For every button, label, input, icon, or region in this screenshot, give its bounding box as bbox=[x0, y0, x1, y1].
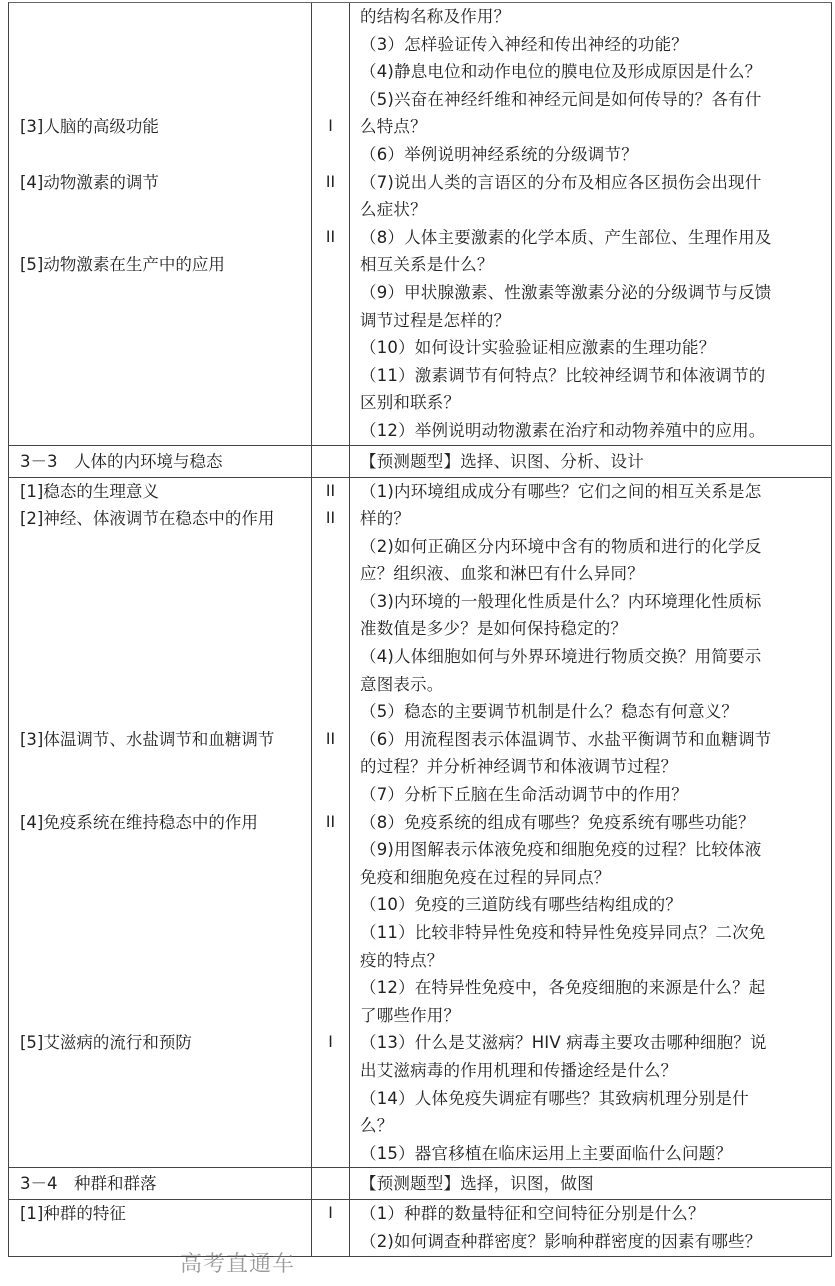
requirement-level: I bbox=[312, 113, 350, 141]
requirement-level: II bbox=[312, 478, 350, 506]
review-question: （3)内环境的一般理化性质是什么？内环境理化性质标 bbox=[360, 591, 762, 611]
knowledge-point: [5]艾滋病的流行和预防 bbox=[9, 1029, 312, 1057]
section-header-row bbox=[9, 1168, 831, 1200]
watermark: 高考直通车 bbox=[180, 1252, 296, 1277]
table-line bbox=[9, 389, 831, 417]
review-question: （11）激素调节有何特点？比较神经调节和体液调节的 bbox=[360, 365, 766, 385]
table-line bbox=[9, 334, 831, 362]
table-line bbox=[9, 1029, 831, 1057]
requirement-level bbox=[312, 698, 350, 726]
review-question: （2)如何正确区分内环境中含有的物质和进行的化学反 bbox=[360, 536, 762, 556]
review-question: 么？ bbox=[360, 1116, 394, 1136]
knowledge-point bbox=[9, 947, 312, 975]
review-question: （7）分析下丘脑在生命活动调节中的作用？ bbox=[360, 785, 688, 805]
knowledge-point: [1]种群的特征 bbox=[9, 1200, 312, 1228]
review-question: （1)内环境组成成分有哪些？它们之间的相互关系是怎 bbox=[360, 481, 762, 501]
knowledge-point bbox=[9, 58, 312, 86]
requirement-level bbox=[312, 389, 350, 417]
table-line bbox=[9, 891, 831, 919]
table-line bbox=[9, 698, 831, 726]
knowledge-point bbox=[9, 1140, 312, 1168]
table-row bbox=[9, 3, 831, 446]
review-question: （5)兴奋在神经纤维和神经元间是如何传导的？各有什 bbox=[360, 89, 762, 109]
knowledge-point bbox=[9, 86, 312, 114]
knowledge-point bbox=[9, 615, 312, 643]
table-line bbox=[9, 113, 831, 141]
review-question: 么症状？ bbox=[360, 200, 427, 220]
section-title: 3－3 人体的内环境与稳态 bbox=[9, 446, 312, 477]
knowledge-point bbox=[9, 279, 312, 307]
predicted-question-types: 【预测题型】选择，识图，做图 bbox=[360, 1174, 594, 1194]
knowledge-point bbox=[9, 362, 312, 390]
table-line bbox=[9, 31, 831, 59]
requirement-level bbox=[312, 891, 350, 919]
knowledge-point: [1]稳态的生理意义 bbox=[9, 478, 312, 506]
review-question: （1）种群的数量特征和空间特征分别是什么？ bbox=[360, 1204, 705, 1224]
table-line bbox=[9, 478, 831, 506]
requirement-level bbox=[312, 1085, 350, 1113]
table-line bbox=[9, 505, 831, 533]
requirement-level bbox=[312, 1168, 350, 1199]
review-question: 意图表示。 bbox=[360, 674, 444, 694]
knowledge-point: [4]免疫系统在维持稳态中的作用 bbox=[9, 809, 312, 837]
table-line bbox=[9, 864, 831, 892]
requirement-level bbox=[312, 58, 350, 86]
table-line bbox=[9, 781, 831, 809]
requirement-level: I bbox=[312, 1029, 350, 1057]
knowledge-point: [2]神经、体液调节在稳态中的作用 bbox=[9, 505, 312, 533]
table-line bbox=[9, 643, 831, 671]
requirement-level bbox=[312, 643, 350, 671]
requirement-level bbox=[312, 533, 350, 561]
requirement-level: I bbox=[312, 1200, 350, 1228]
requirement-level bbox=[312, 86, 350, 114]
knowledge-point bbox=[9, 671, 312, 699]
review-question: （14）人体免疫失调症有哪些？其致病机理分别是什 bbox=[360, 1088, 749, 1108]
knowledge-point bbox=[9, 974, 312, 1002]
requirement-level bbox=[312, 1002, 350, 1030]
table-line bbox=[9, 169, 831, 197]
review-question: （10）如何设计实验验证相应激素的生理功能？ bbox=[360, 338, 716, 358]
review-question: 区别和联系？ bbox=[360, 393, 461, 413]
requirement-level bbox=[312, 141, 350, 169]
requirement-level bbox=[312, 334, 350, 362]
table-line bbox=[9, 974, 831, 1002]
review-question: （2)如何调查种群密度？影响种群密度的因素有哪些？ bbox=[360, 1231, 762, 1251]
table-row bbox=[9, 1200, 831, 1255]
table-line bbox=[9, 533, 831, 561]
requirement-level bbox=[312, 31, 350, 59]
knowledge-point bbox=[9, 307, 312, 335]
review-question: （3）怎样验证传入神经和传出神经的功能？ bbox=[360, 34, 688, 54]
table-line bbox=[9, 307, 831, 335]
requirement-level: II bbox=[312, 505, 350, 533]
table-line bbox=[9, 1002, 831, 1030]
review-question: 相互关系是什么？ bbox=[360, 255, 494, 275]
table-line bbox=[9, 809, 831, 837]
review-question: 的结构名称及作用？ bbox=[360, 7, 511, 26]
table-line bbox=[9, 224, 831, 252]
knowledge-point bbox=[9, 864, 312, 892]
knowledge-point bbox=[9, 196, 312, 224]
knowledge-point bbox=[9, 334, 312, 362]
knowledge-point bbox=[9, 560, 312, 588]
review-question: 调节过程是怎样的？ bbox=[360, 310, 511, 330]
table-line bbox=[9, 1085, 831, 1113]
table-line bbox=[9, 753, 831, 781]
review-question: （9）甲状腺激素、性激素等激素分泌的分级调节与反馈 bbox=[360, 282, 772, 302]
requirement-level bbox=[312, 3, 350, 31]
requirement-level bbox=[312, 615, 350, 643]
requirement-level bbox=[312, 1112, 350, 1140]
review-question: （13）什么是艾滋病？HIV 病毒主要攻击哪种细胞？说 bbox=[360, 1033, 767, 1053]
predicted-question-types: 【预测题型】选择、识图、分析、设计 bbox=[360, 451, 644, 471]
review-question: （5）稳态的主要调节机制是什么？稳态有何意义？ bbox=[360, 702, 739, 722]
requirement-level bbox=[312, 671, 350, 699]
requirement-level bbox=[312, 362, 350, 390]
table-line bbox=[9, 836, 831, 864]
knowledge-point bbox=[9, 533, 312, 561]
knowledge-point bbox=[9, 31, 312, 59]
requirement-level: II bbox=[312, 726, 350, 754]
requirement-level bbox=[312, 196, 350, 224]
review-question: （4)静息电位和动作电位的膜电位及形成原因是什么？ bbox=[360, 62, 762, 82]
table-line bbox=[9, 671, 831, 699]
syllabus-table bbox=[8, 2, 832, 1257]
knowledge-point bbox=[9, 753, 312, 781]
requirement-level bbox=[312, 588, 350, 616]
table-line bbox=[9, 1057, 831, 1085]
table-line bbox=[9, 1140, 831, 1168]
table-line bbox=[9, 417, 831, 445]
table-line bbox=[9, 196, 831, 224]
table-line bbox=[9, 1112, 831, 1140]
knowledge-point bbox=[9, 3, 312, 31]
knowledge-point bbox=[9, 836, 312, 864]
requirement-level bbox=[312, 560, 350, 588]
knowledge-point: [5]动物激素在生产中的应用 bbox=[9, 251, 312, 279]
table-line bbox=[9, 615, 831, 643]
table-row bbox=[9, 478, 831, 1169]
review-question: 了哪些作用？ bbox=[360, 1005, 461, 1025]
requirement-level bbox=[312, 251, 350, 279]
knowledge-point: [4]动物激素的调节 bbox=[9, 169, 312, 197]
review-question: （11）比较非特异性免疫和特异性免疫异同点？二次免 bbox=[360, 923, 766, 942]
knowledge-point bbox=[9, 1002, 312, 1030]
table-line bbox=[9, 141, 831, 169]
table-line bbox=[9, 3, 831, 31]
review-question: 准数值是多少？是如何保持稳定的？ bbox=[360, 619, 628, 639]
table-line bbox=[9, 919, 831, 947]
review-question: （4)人体细胞如何与外界环境进行物质交换？用简要示 bbox=[360, 647, 762, 667]
table-line bbox=[9, 86, 831, 114]
table-line bbox=[9, 1228, 831, 1256]
requirement-level: II bbox=[312, 169, 350, 197]
table-line bbox=[9, 251, 831, 279]
review-question: （12）举例说明动物激素在治疗和动物养殖中的应用。 bbox=[360, 420, 766, 440]
table-line bbox=[9, 947, 831, 975]
table-line bbox=[9, 446, 831, 477]
table-line bbox=[9, 588, 831, 616]
requirement-level bbox=[312, 1057, 350, 1085]
requirement-level bbox=[312, 446, 350, 477]
requirement-level bbox=[312, 919, 350, 947]
requirement-level bbox=[312, 836, 350, 864]
requirement-level bbox=[312, 279, 350, 307]
requirement-level bbox=[312, 864, 350, 892]
review-question: （8）免疫系统的组成有哪些？免疫系统有哪些功能？ bbox=[360, 812, 755, 832]
section-header-row bbox=[9, 446, 831, 478]
knowledge-point bbox=[9, 417, 312, 445]
requirement-level bbox=[312, 1140, 350, 1168]
table-line bbox=[9, 726, 831, 754]
table-line bbox=[9, 1168, 831, 1199]
review-question: （6）用流程图表示体温调节、水盐平衡调节和血糖调节 bbox=[360, 729, 772, 749]
knowledge-point bbox=[9, 891, 312, 919]
requirement-level bbox=[312, 947, 350, 975]
knowledge-point bbox=[9, 141, 312, 169]
requirement-level: II bbox=[312, 809, 350, 837]
review-question: （10）免疫的三道防线有哪些结构组成的？ bbox=[360, 895, 682, 915]
table-line bbox=[9, 362, 831, 390]
table-line bbox=[9, 279, 831, 307]
review-question: 的过程？并分析神经调节和体液调节过程？ bbox=[360, 757, 678, 777]
requirement-level: II bbox=[312, 224, 350, 252]
knowledge-point bbox=[9, 1112, 312, 1140]
knowledge-point bbox=[9, 643, 312, 671]
review-question: （9)用图解表示体液免疫和细胞免疫的过程？比较体液 bbox=[360, 840, 762, 860]
review-question: （6）举例说明神经系统的分级调节？ bbox=[360, 144, 638, 164]
knowledge-point bbox=[9, 1085, 312, 1113]
review-question: 出艾滋病毒的作用机理和传播途经是什么？ bbox=[360, 1060, 678, 1080]
requirement-level bbox=[312, 307, 350, 335]
review-question: 疫的特点？ bbox=[360, 950, 444, 970]
requirement-level bbox=[312, 781, 350, 809]
requirement-level bbox=[312, 753, 350, 781]
review-question: 应？组织液、血浆和淋巴有什么异同？ bbox=[360, 564, 644, 584]
requirement-level bbox=[312, 1228, 350, 1256]
review-question: （7)说出人类的言语区的分布及相应各区损伤会出现什 bbox=[360, 172, 762, 192]
requirement-level bbox=[312, 417, 350, 445]
requirement-level bbox=[312, 974, 350, 1002]
review-question: 么特点？ bbox=[360, 117, 427, 137]
review-question: 免疫和细胞免疫在过程的异同点？ bbox=[360, 867, 611, 887]
knowledge-point bbox=[9, 588, 312, 616]
review-question: （8）人体主要激素的化学本质、产生部位、生理作用及 bbox=[360, 227, 772, 247]
review-question: （15）器官移植在临床运用上主要面临什么问题？ bbox=[360, 1143, 733, 1163]
knowledge-point bbox=[9, 389, 312, 417]
knowledge-point bbox=[9, 698, 312, 726]
knowledge-point: [3]人脑的高级功能 bbox=[9, 113, 312, 141]
knowledge-point bbox=[9, 224, 312, 252]
table-line bbox=[9, 1200, 831, 1228]
knowledge-point bbox=[9, 919, 312, 947]
knowledge-point bbox=[9, 781, 312, 809]
review-question: 样的？ bbox=[360, 509, 411, 529]
review-question: （12）在特异性免疫中，各免疫细胞的来源是什么？起 bbox=[360, 978, 766, 998]
section-title: 3－4 种群和群落 bbox=[9, 1168, 312, 1199]
table-line bbox=[9, 58, 831, 86]
knowledge-point bbox=[9, 1057, 312, 1085]
knowledge-point: [3]体温调节、水盐调节和血糖调节 bbox=[9, 726, 312, 754]
table-line bbox=[9, 560, 831, 588]
